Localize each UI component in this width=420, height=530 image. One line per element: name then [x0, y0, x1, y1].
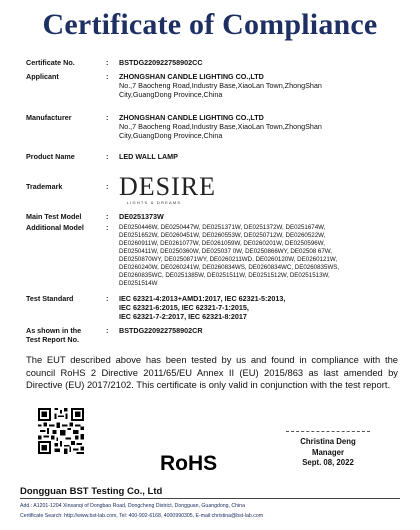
applicant-address: No.,7 Baocheng Road,Industry Base,XiaoLan Town,ZhongShan	[119, 81, 322, 90]
logo-wordmark: DESIRE	[119, 172, 216, 201]
footer-company: Dongguan BST Testing Co., Ltd	[20, 486, 163, 497]
signatory-date: Sept. 08, 2022	[302, 458, 354, 467]
certificate-number: BSTDG220922758902CC	[119, 58, 203, 67]
trademark-logo	[119, 172, 216, 208]
manufacturer-address: City,GuangDong Province,China	[119, 131, 223, 140]
model-line: DE0250411W, DE0250360W, DE025037 0W, DE0250866WY, DE02508 67W,	[119, 248, 333, 255]
product-name: LED WALL LAMP	[119, 152, 178, 161]
manufacturer-value	[119, 113, 394, 140]
model-line: DE0260240W, DE0260241W, DE0260834WS, DE0260834WC, DE0260835WS,	[119, 264, 340, 271]
field-label: Certificate No.	[26, 58, 75, 67]
model-line: DE0251514W	[119, 280, 158, 287]
field-label: Additional Model	[26, 223, 84, 232]
field-label: Manufacturer	[26, 113, 72, 122]
additional-model-list	[119, 224, 394, 288]
model-line: DE0251652W, DE0260451W, DE0260553W, DE0250712W, DE0260522W,	[119, 232, 326, 239]
compliance-statement: The EUT described above has been tested by us and found in compliance with the council RoHS 2 Directive 2011/65/EU Annex II (EU) 2015/863 as last amended by Directive (EU) 2017/2102. This certificate is only valid in conjunction with the test report.	[26, 354, 398, 391]
test-standard-list	[119, 294, 394, 321]
standard-line: IEC 62321-4:2013+AMD1:2017, IEC 62321-5:2013,	[119, 294, 286, 303]
field-label: Trademark	[26, 182, 63, 191]
main-test-model: DE0251373W	[119, 212, 164, 221]
signature-line	[286, 431, 370, 432]
model-line: DE0250446W, DE0250447W, DE0251371W, DE0251372W, DE0251674W,	[119, 224, 326, 231]
field-label	[26, 326, 81, 344]
standard-line: IEC 62321-7-2:2017, IEC 62321-8:2017	[119, 312, 247, 321]
applicant-value	[119, 72, 394, 99]
test-report-number: BSTDG220922758902CR	[119, 326, 203, 335]
field-colon: :	[106, 152, 109, 161]
field-label: Test Standard	[26, 294, 74, 303]
field-colon: :	[106, 212, 109, 221]
certificate-title: Certificate of Compliance	[42, 8, 378, 41]
field-label: Main Test Model	[26, 212, 82, 221]
model-line: DE0250870WY, DE0250871WY, DE0260211WD, DE0260120W, DE0260121W,	[119, 256, 338, 263]
field-colon: :	[106, 223, 109, 232]
field-label-line: Test Report No.	[26, 335, 79, 344]
footer-address: Add.: A1201-1204 Xinsanqi of Dongbao Road, Dongcheng District, Dongguan, Guangdong, China	[20, 503, 245, 509]
footer-divider	[20, 498, 400, 499]
field-colon: :	[106, 113, 109, 122]
standard-line: IEC 62321-6:2015, IEC 62321-7-1:2015,	[119, 303, 249, 312]
manufacturer-address: No.,7 Baocheng Road,Industry Base,XiaoLan Town,ZhongShan	[119, 122, 322, 131]
field-label-line: As shown in the	[26, 326, 82, 335]
field-colon: :	[106, 182, 109, 191]
logo-tagline: LIGHTS & DREAMS	[126, 200, 182, 205]
manufacturer-name: ZHONGSHAN CANDLE LIGHTING CO.,LTD	[119, 113, 264, 122]
applicant-name: ZHONGSHAN CANDLE LIGHTING CO.,LTD	[119, 72, 264, 81]
field-colon: :	[106, 72, 109, 81]
signatory-title: Manager	[311, 447, 345, 457]
model-line: DE0260835WC, DE0251385W, DE0251511W, DE0251512W, DE0251513W,	[119, 272, 330, 279]
model-line: DE0260911W, DE0261077W, DE0261059W, DE0260201W, DE0250596W,	[119, 240, 325, 247]
applicant-address: City,GuangDong Province,China	[119, 90, 223, 99]
signatory-block	[270, 437, 386, 469]
field-label: Product Name	[26, 152, 75, 161]
rohs-mark: RoHS	[160, 452, 218, 475]
signatory-name: Christina Deng	[300, 437, 356, 446]
field-colon: :	[106, 58, 109, 67]
field-label: Applicant	[26, 72, 59, 81]
qr-code-icon	[38, 408, 84, 454]
field-colon: :	[106, 326, 109, 335]
field-colon: :	[106, 294, 109, 303]
footer-contact: Certificate Search: http://www.bst-lab.com, Tel: 400-992-6168, 4000990305, E-mail:christina@bst-lab.com	[20, 513, 264, 519]
